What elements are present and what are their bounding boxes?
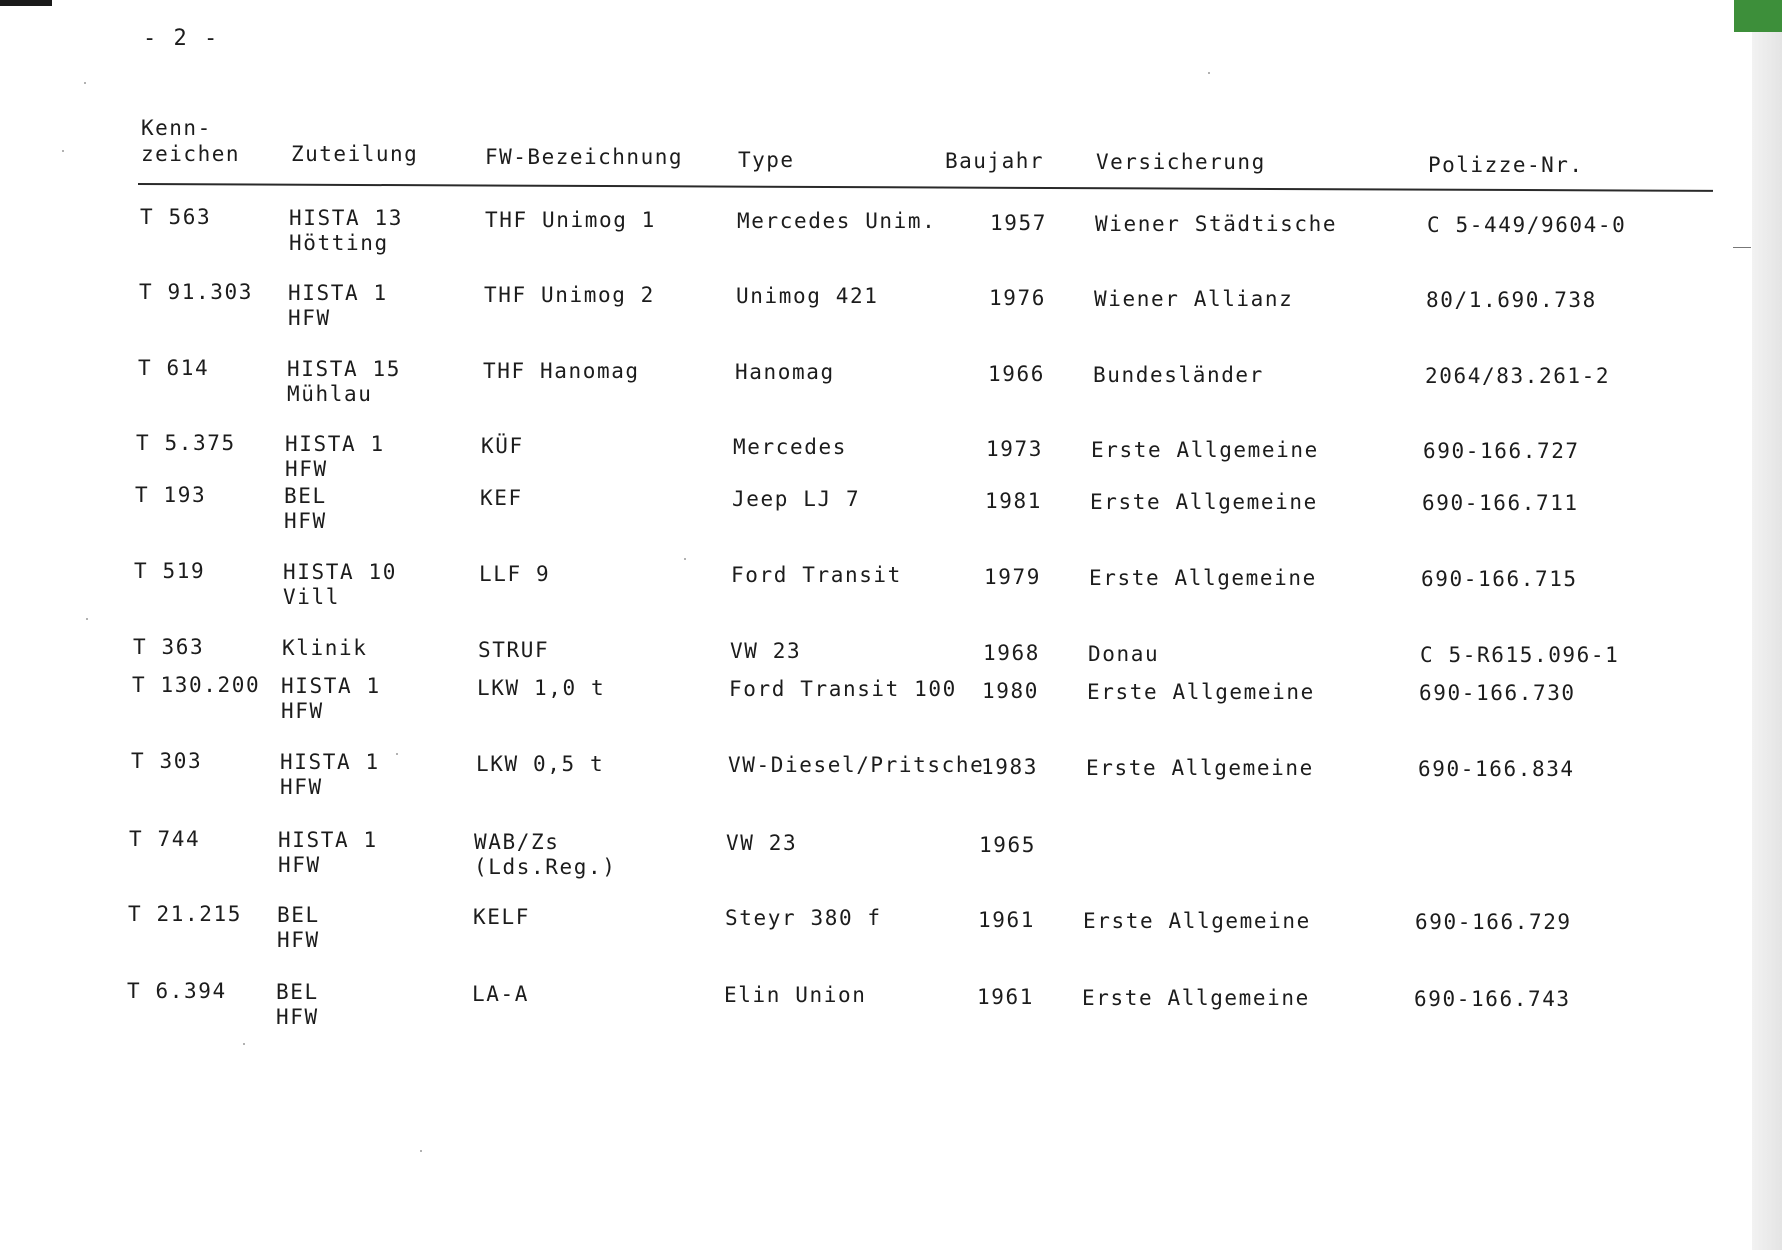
- cell-baujahr: 1961: [977, 985, 1034, 1009]
- cell-kennzeichen: T 6.394: [127, 979, 227, 1003]
- cell-fw: THF Hanomag: [483, 359, 640, 383]
- cell-polizze: C 5-R615.096-1: [1420, 643, 1620, 667]
- cell-polizze: 690-166.834: [1418, 757, 1575, 781]
- cell-kennzeichen: T 21.215: [128, 902, 242, 926]
- cell-kennzeichen: T 130.200: [132, 673, 261, 697]
- cell-kennzeichen: T 303: [131, 749, 203, 773]
- header-zuteilung: Zuteilung: [291, 142, 419, 166]
- cell-versicherung: Erste Allgemeine: [1090, 490, 1318, 514]
- cell-polizze: 690-166.711: [1422, 491, 1579, 515]
- cell-versicherung: Bundesländer: [1093, 363, 1264, 387]
- cell-versicherung: Erste Allgemeine: [1089, 566, 1317, 590]
- cell-zuteilung: HISTA 15 Mühlau: [287, 357, 401, 406]
- cell-type: Steyr 380 f: [725, 906, 882, 930]
- cell-versicherung: Donau: [1088, 642, 1160, 666]
- header-polizze-nr: Polizze-Nr.: [1428, 153, 1584, 177]
- cell-zuteilung: HISTA 1 HFW: [281, 674, 381, 723]
- cell-fw: LKW 1,0 t: [477, 676, 606, 700]
- scan-speck: [86, 618, 88, 620]
- cell-versicherung: Erste Allgemeine: [1082, 986, 1310, 1010]
- cell-zuteilung: BEL HFW: [277, 903, 320, 952]
- scan-edge: [1752, 0, 1782, 1250]
- cell-polizze: 690-166.730: [1419, 681, 1576, 705]
- header-type: Type: [738, 148, 795, 172]
- cell-polizze: 690-166.729: [1415, 910, 1572, 934]
- cell-baujahr: 1966: [988, 362, 1045, 386]
- cell-baujahr: 1976: [989, 286, 1046, 310]
- cell-zuteilung: HISTA 13 Hötting: [289, 206, 403, 255]
- cell-kennzeichen: T 193: [135, 483, 207, 507]
- cell-baujahr: 1957: [990, 211, 1047, 235]
- cell-kennzeichen: T 614: [138, 356, 210, 380]
- scan-artifact-top-right: [1734, 0, 1782, 32]
- cell-zuteilung: HISTA 10 Vill: [283, 560, 397, 609]
- header-versicherung: Versicherung: [1096, 150, 1266, 174]
- cell-fw: LA-A: [472, 982, 529, 1006]
- cell-kennzeichen: T 563: [140, 205, 212, 229]
- header-kennzeichen: Kenn- zeichen: [141, 116, 241, 166]
- scan-mark-right: [1733, 247, 1751, 248]
- scan-artifact-top-left: [0, 0, 52, 6]
- cell-type: VW-Diesel/Pritsche: [728, 753, 985, 777]
- cell-versicherung: Erste Allgemeine: [1086, 756, 1314, 780]
- cell-baujahr: 1980: [982, 679, 1039, 703]
- cell-type: Ford Transit 100: [729, 677, 957, 701]
- cell-kennzeichen: T 363: [133, 635, 205, 659]
- cell-fw: KÜF: [481, 434, 524, 458]
- cell-zuteilung: Klinik: [282, 636, 368, 660]
- cell-versicherung: Erste Allgemeine: [1083, 909, 1311, 933]
- cell-polizze: 690-166.743: [1414, 987, 1571, 1011]
- cell-type: Elin Union: [724, 983, 867, 1007]
- cell-fw: LKW 0,5 t: [476, 752, 605, 776]
- cell-type: Jeep LJ 7: [732, 487, 861, 511]
- scan-speck: [243, 1043, 245, 1045]
- cell-versicherung: Wiener Allianz: [1094, 287, 1294, 311]
- cell-baujahr: 1965: [979, 833, 1036, 857]
- cell-fw: WAB/Zs (Lds.Reg.): [474, 830, 617, 879]
- cell-versicherung: Wiener Städtische: [1095, 212, 1338, 236]
- cell-versicherung: Erste Allgemeine: [1087, 680, 1315, 704]
- cell-baujahr: 1973: [986, 437, 1043, 461]
- header-fw-bezeichnung: FW-Bezeichnung: [485, 145, 684, 169]
- cell-type: Unimog 421: [736, 284, 879, 308]
- page-number: - 2 -: [143, 26, 220, 51]
- scan-speck: [1208, 72, 1210, 74]
- cell-fw: KEF: [480, 486, 523, 510]
- cell-baujahr: 1981: [985, 489, 1042, 513]
- scan-speck: [420, 1150, 422, 1152]
- cell-type: Mercedes Unim.: [737, 209, 937, 233]
- cell-fw: LLF 9: [479, 562, 551, 586]
- cell-kennzeichen: T 744: [129, 827, 201, 851]
- cell-type: VW 23: [730, 639, 802, 663]
- cell-type: VW 23: [726, 831, 798, 855]
- cell-type: Hanomag: [735, 360, 835, 384]
- cell-zuteilung: HISTA 1 HFW: [285, 432, 385, 481]
- cell-kennzeichen: T 519: [134, 559, 206, 583]
- cell-zuteilung: BEL HFW: [284, 484, 327, 533]
- cell-versicherung: Erste Allgemeine: [1091, 438, 1319, 462]
- cell-baujahr: 1979: [984, 565, 1041, 589]
- cell-baujahr: 1961: [978, 908, 1035, 932]
- cell-type: Mercedes: [733, 435, 847, 459]
- cell-zuteilung: HISTA 1 HFW: [288, 281, 388, 330]
- cell-fw: STRUF: [478, 638, 550, 662]
- cell-fw: THF Unimog 1: [485, 208, 656, 232]
- cell-polizze: 690-166.715: [1421, 567, 1578, 591]
- cell-kennzeichen: T 91.303: [139, 280, 253, 304]
- scan-speck: [684, 558, 686, 560]
- cell-zuteilung: HISTA 1 HFW: [280, 750, 380, 799]
- cell-baujahr: 1983: [981, 755, 1038, 779]
- scan-speck: [62, 150, 64, 152]
- scan-speck: [84, 82, 86, 84]
- cell-zuteilung: BEL HFW: [276, 980, 319, 1029]
- cell-type: Ford Transit: [731, 563, 902, 587]
- cell-polizze: 2064/83.261-2: [1425, 364, 1611, 388]
- cell-fw: THF Unimog 2: [484, 283, 655, 307]
- cell-zuteilung: HISTA 1 HFW: [278, 828, 378, 877]
- header-rule: [138, 183, 1713, 192]
- cell-kennzeichen: T 5.375: [136, 431, 236, 455]
- cell-baujahr: 1968: [983, 641, 1040, 665]
- cell-fw: KELF: [473, 905, 530, 929]
- header-baujahr: Baujahr: [945, 149, 1045, 173]
- cell-polizze: 80/1.690.738: [1426, 288, 1597, 312]
- cell-polizze: 690-166.727: [1423, 439, 1580, 463]
- cell-polizze: C 5-449/9604-0: [1427, 213, 1627, 237]
- scan-speck: [396, 753, 398, 755]
